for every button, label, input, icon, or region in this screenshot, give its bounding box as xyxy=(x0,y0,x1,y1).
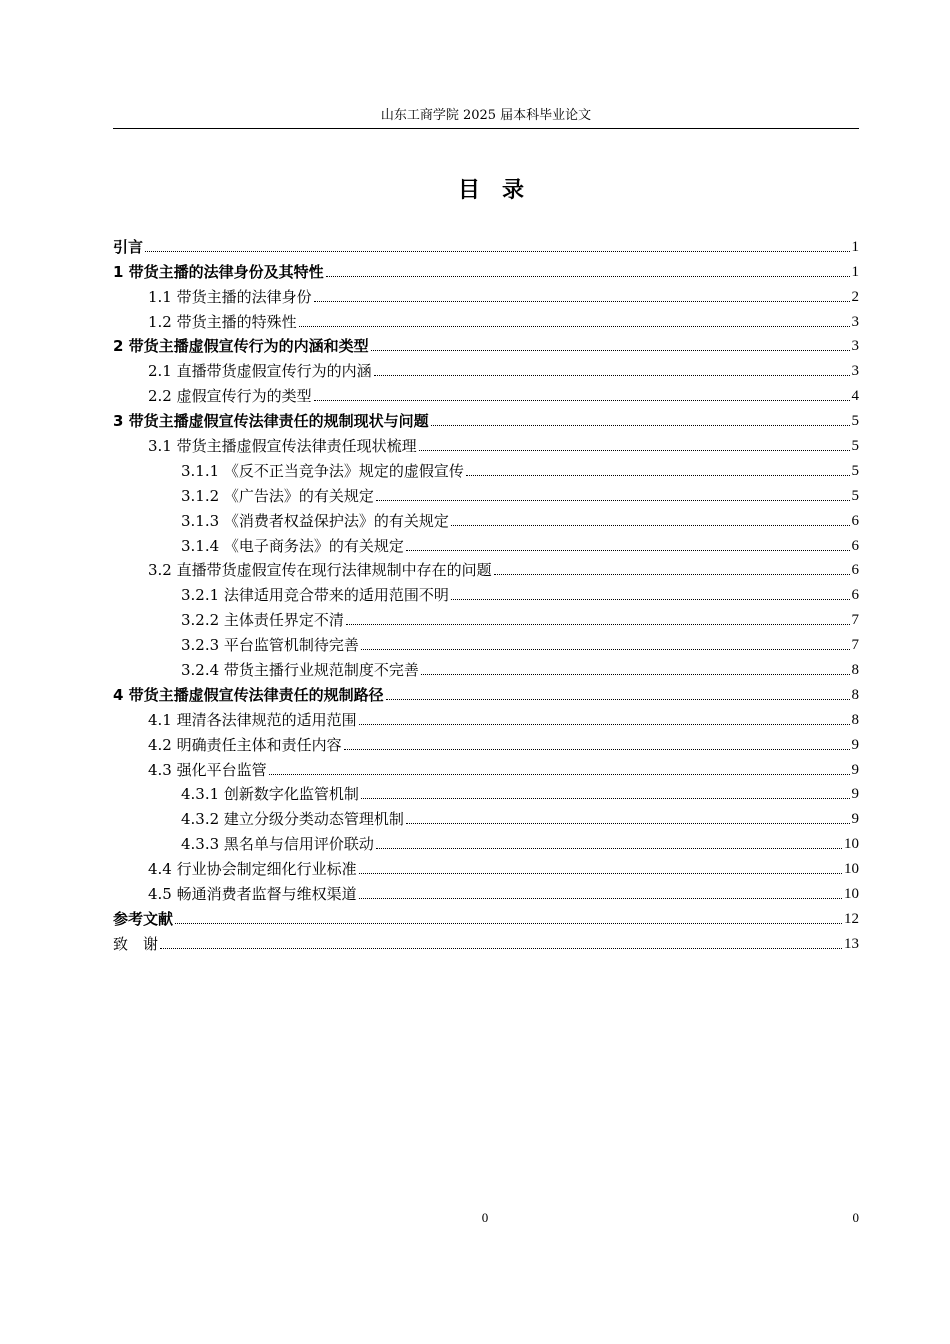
toc-dot-leader xyxy=(359,898,842,899)
toc-entry[interactable] xyxy=(113,630,859,655)
toc-dot-leader xyxy=(346,624,850,625)
footer-page-number-right: 0 xyxy=(852,1210,859,1225)
toc-entry-label: 2.2 虚假宣传行为的类型 xyxy=(148,387,312,406)
toc-entry[interactable] xyxy=(113,356,859,381)
toc-entry-page: 5 xyxy=(851,487,859,504)
toc-entry-page: 5 xyxy=(851,462,859,479)
toc-entry[interactable] xyxy=(113,232,859,257)
toc-entry[interactable] xyxy=(113,780,859,805)
toc-entry-label: 3.2.4 带货主播行业规范制度不完善 xyxy=(181,661,419,680)
footer-page-number-center: 0 xyxy=(481,1210,489,1225)
toc-entry-page: 1 xyxy=(851,238,859,255)
toc-entry-page: 13 xyxy=(844,935,859,952)
toc-entry[interactable] xyxy=(113,829,859,854)
toc-dot-leader xyxy=(376,848,842,849)
toc-dot-leader xyxy=(175,923,842,924)
toc-dot-leader xyxy=(406,823,850,824)
toc-entry-label: 4.1 理清各法律规范的适用范围 xyxy=(148,710,357,729)
toc-entry[interactable] xyxy=(113,406,859,431)
toc-entry-label: 3.2.2 主体责任界定不清 xyxy=(181,611,344,630)
toc-entry[interactable] xyxy=(113,481,859,506)
toc-entry-page: 2 xyxy=(851,288,859,305)
toc-entry-page: 3 xyxy=(851,363,859,380)
toc-entry-label: 2 带货主播虚假宣传行为的内涵和类型 xyxy=(113,337,369,356)
toc-entry-page: 1 xyxy=(851,263,859,280)
toc-entry-label: 4.2 明确责任主体和责任内容 xyxy=(148,735,342,754)
toc-dot-leader xyxy=(344,749,850,750)
toc-entry[interactable] xyxy=(113,854,859,879)
toc-entry[interactable] xyxy=(113,332,859,357)
toc-entry[interactable] xyxy=(113,431,859,456)
toc-dot-leader xyxy=(361,649,850,650)
toc-entry-page: 4 xyxy=(851,388,859,405)
toc-entry-page: 8 xyxy=(851,711,859,728)
toc-dot-leader xyxy=(419,450,850,451)
toc-entry-label: 1 带货主播的法律身份及其特性 xyxy=(113,262,324,281)
toc-entry[interactable] xyxy=(113,456,859,481)
toc-dot-leader xyxy=(431,425,850,426)
toc-entry-page: 6 xyxy=(851,512,859,529)
toc-entry[interactable] xyxy=(113,655,859,680)
toc-entry[interactable] xyxy=(113,804,859,829)
toc-entry-page: 9 xyxy=(851,786,859,803)
toc-dot-leader xyxy=(299,326,850,327)
toc-entry[interactable] xyxy=(113,755,859,780)
toc-entry-label: 3.1.2 《广告法》的有关规定 xyxy=(181,486,374,505)
toc-entry[interactable] xyxy=(113,680,859,705)
toc-dot-leader xyxy=(326,276,850,277)
toc-dot-leader xyxy=(269,774,850,775)
toc-entry-page: 8 xyxy=(851,686,859,703)
toc-entry-page: 3 xyxy=(851,313,859,330)
toc-entry-label: 4 带货主播虚假宣传法律责任的规制路径 xyxy=(113,685,384,704)
toc-entry-label: 引言 xyxy=(113,237,144,256)
toc-entry-page: 9 xyxy=(851,736,859,753)
toc-dot-leader xyxy=(494,574,850,575)
toc-entry-page: 10 xyxy=(844,836,859,853)
toc-dot-leader xyxy=(371,350,850,351)
toc-dot-leader xyxy=(376,500,850,501)
toc-dot-leader xyxy=(451,599,850,600)
toc-entry-page: 7 xyxy=(851,612,859,629)
toc-entry[interactable] xyxy=(113,730,859,755)
running-header: 山东工商学院 2025 届本科毕业论文 xyxy=(380,108,592,123)
toc-entry[interactable] xyxy=(113,307,859,332)
toc-entry[interactable] xyxy=(113,580,859,605)
toc-entry-label: 3.2 直播带货虚假宣传在现行法律规制中存在的问题 xyxy=(148,561,492,580)
toc-dot-leader xyxy=(406,550,850,551)
toc-entry-page: 3 xyxy=(851,338,859,355)
toc-entry-page: 5 xyxy=(851,413,859,430)
toc-entry-page: 9 xyxy=(851,761,859,778)
toc-entry-label: 3.2.3 平台监管机制待完善 xyxy=(181,636,359,655)
toc-entry-label: 致 谢 xyxy=(113,934,159,953)
toc-entry[interactable] xyxy=(113,506,859,531)
toc-dot-leader xyxy=(421,674,850,675)
toc-dot-leader xyxy=(361,798,850,799)
toc-entry-label: 3.1.4 《电子商务法》的有关规定 xyxy=(181,536,404,555)
header-rule xyxy=(113,128,859,129)
toc-entry-page: 10 xyxy=(844,861,859,878)
toc-dot-leader xyxy=(145,251,849,252)
toc-entry-label: 3.2.1 法律适用竞合带来的适用范围不明 xyxy=(181,586,449,605)
toc-entry-page: 10 xyxy=(844,886,859,903)
toc-dot-leader xyxy=(374,375,850,376)
toc-entry[interactable] xyxy=(113,531,859,556)
toc-entry-page: 6 xyxy=(851,562,859,579)
toc-entry-page: 12 xyxy=(844,910,859,927)
toc-dot-leader xyxy=(386,699,850,700)
toc-entry-label: 4.3.2 建立分级分类动态管理机制 xyxy=(181,810,404,829)
toc-entry-label: 4.3.3 黑名单与信用评价联动 xyxy=(181,835,374,854)
toc-dot-leader xyxy=(359,873,842,874)
toc-entry[interactable] xyxy=(113,929,859,954)
toc-entry-label: 2.1 直播带货虚假宣传行为的内涵 xyxy=(148,362,372,381)
toc-entry-label: 1.2 带货主播的特殊性 xyxy=(148,312,297,331)
toc-dot-leader xyxy=(314,400,850,401)
toc-entry-label: 1.1 带货主播的法律身份 xyxy=(148,287,312,306)
toc-title: 目录 xyxy=(457,178,546,203)
toc-dot-leader xyxy=(466,475,850,476)
toc-entry[interactable] xyxy=(113,904,859,929)
toc-entry[interactable] xyxy=(113,556,859,581)
toc-entry-page: 5 xyxy=(851,438,859,455)
toc-entry[interactable] xyxy=(113,257,859,282)
toc-entry[interactable] xyxy=(113,705,859,730)
toc-entry-page: 6 xyxy=(851,537,859,554)
toc-entry[interactable] xyxy=(113,282,859,307)
toc-entry-label: 3.1 带货主播虚假宣传法律责任现状梳理 xyxy=(148,437,417,456)
toc-entry-label: 参考文献 xyxy=(113,909,174,928)
toc-entry-label: 4.4 行业协会制定细化行业标准 xyxy=(148,860,357,879)
toc-entry-page: 8 xyxy=(851,662,859,679)
toc-entry-page: 7 xyxy=(851,637,859,654)
toc-entry-page: 9 xyxy=(851,811,859,828)
toc-entry-label: 4.3.1 创新数字化监管机制 xyxy=(181,785,359,804)
toc-dot-leader xyxy=(451,525,850,526)
toc-entry-label: 3.1.3 《消费者权益保护法》的有关规定 xyxy=(181,511,449,530)
toc-entry-label: 3.1.1 《反不正当竞争法》规定的虚假宣传 xyxy=(181,461,464,480)
toc-entry-label: 3 带货主播虚假宣传法律责任的规制现状与问题 xyxy=(113,412,429,431)
toc-entry[interactable] xyxy=(113,605,859,630)
toc-entry-label: 4.3 强化平台监管 xyxy=(148,760,267,779)
table-of-contents xyxy=(113,232,859,954)
toc-entry[interactable] xyxy=(113,879,859,904)
toc-dot-leader xyxy=(359,724,850,725)
toc-dot-leader xyxy=(314,301,850,302)
toc-entry-label: 4.5 畅通消费者监督与维权渠道 xyxy=(148,885,357,904)
toc-entry[interactable] xyxy=(113,381,859,406)
toc-dot-leader xyxy=(160,948,842,949)
toc-entry-page: 6 xyxy=(851,587,859,604)
